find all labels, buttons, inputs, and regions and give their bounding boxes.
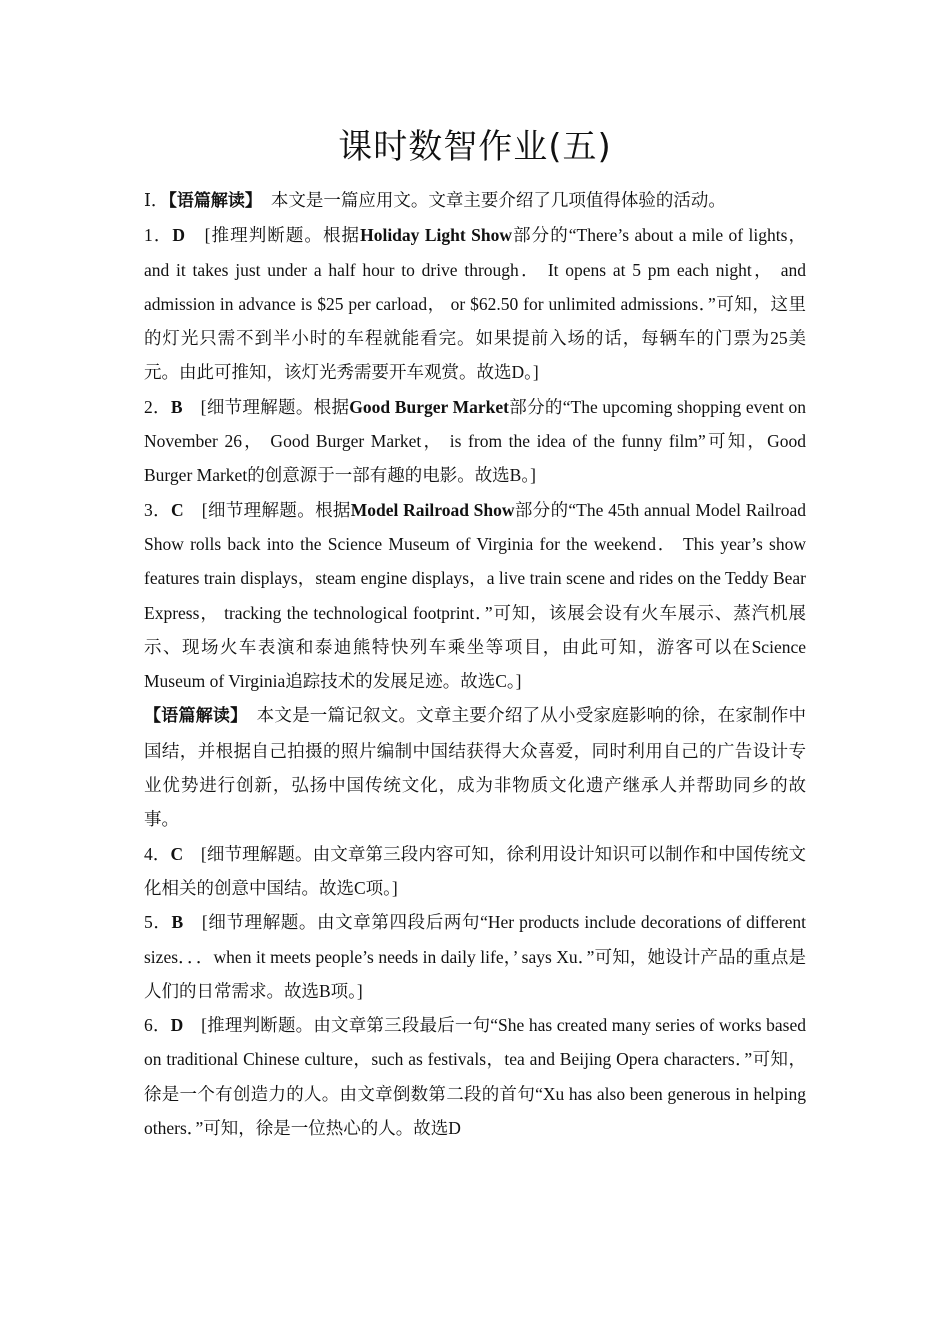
document-body — [144, 183, 806, 1145]
answer-4-number: 4． — [144, 843, 171, 864]
answer-5 — [144, 905, 806, 1008]
answer-3-keyword: Model Railroad Show — [350, 499, 515, 520]
section-1-intro — [144, 183, 806, 218]
answer-2-choice: B — [170, 396, 183, 417]
answer-5-choice: B — [171, 912, 184, 933]
answer-3 — [144, 493, 806, 699]
answer-3-prefix: [细节理解题。根据 — [183, 499, 351, 520]
answer-6-text: [推理判断题。由文章第三段最后一句“She has created many series of works based on traditional Chinese culture，such as festivals，tea and Beijing Opera characters．”可知，徐是一个有创造力的人。由文章倒数第二段的首句“Xu has also been generous in helping others．”可知，徐是一位热心的人。故选D — [144, 1015, 807, 1139]
answer-2 — [144, 390, 806, 493]
answer-2-text: 部分的“The upcoming shopping event on November 26， Good Burger Market， is from the idea of the funny film”可知，Good Burger Market的创意源于一部有趣的电影。故选B。] — [144, 396, 806, 486]
section-1-text: 本文是一篇应用文。文章主要介绍了几项值得体验的活动。 — [253, 190, 726, 210]
answer-3-choice: C — [170, 499, 184, 520]
answer-1-prefix: [推理判断题。根据 — [185, 225, 361, 246]
answer-1-choice: D — [172, 225, 186, 246]
answer-4-text: [细节理解题。由文章第三段内容可知，徐利用设计知识可以制作和中国传统文化相关的创意中国结。故选C项。] — [144, 843, 807, 898]
answer-1-number: 1． — [144, 225, 173, 246]
answer-1 — [144, 218, 806, 389]
answer-3-text: 部分的“The 45th annual Model Railroad Show rolls back into the Science Museum of Virginia for the weekend． This year’s show features train displays，steam engine displays，a live train scene and rides on the Teddy Bear Express， tracking the technological footprint．”可知，该展会设有火车展示、蒸汽机展示、现场火车表演和泰迪熊特快列车乘坐等项目，由此可知，游客可以在Science Museum of Virginia追踪技术的发展足迹。故选C。] — [144, 499, 807, 692]
answer-4 — [144, 837, 806, 906]
answer-5-number: 5． — [144, 912, 172, 933]
answer-4-choice: C — [170, 843, 184, 864]
section-1-number: Ⅰ． — [144, 190, 169, 210]
answer-2-prefix: [细节理解题。根据 — [182, 396, 350, 417]
page-title: 课时数智作业(五) — [338, 127, 612, 167]
answer-1-keyword: Holiday Light Show — [360, 225, 512, 246]
answer-6-choice: D — [170, 1015, 184, 1036]
answer-1-text: 部分的“There’s about a mile of lights， and it takes just under a half hour to drive through． It opens at 5 pm each night， and admission in advance is $25 per carload， or $62.50 for unlimited admissions．”可知，这里的灯光只需不到半小时的车程就能看完。如果提前入场的话，每辆车的门票为25美元。由此可推知，该灯光秀需要开车观赏。故选D。] — [144, 225, 807, 383]
section-2-header: 【语篇解读】 — [144, 706, 239, 727]
section-2-intro — [144, 698, 806, 836]
answer-5-text: [细节理解题。由文章第四段后两句“Her products include decorations of different sizes．．．when it meets people’s needs in daily life，’ says Xu．”可知，她设计产品的重点是人们的日常需求。故选B项。] — [144, 912, 806, 1001]
answer-3-number: 3． — [144, 499, 171, 520]
answer-2-keyword: Good Burger Market — [349, 396, 509, 417]
answer-6 — [144, 1008, 806, 1145]
section-2-text: 本文是一篇记叙文。文章主要介绍了从小受家庭影响的徐，在家制作中国结，并根据自己拍摄的照片编制中国结获得大众喜爱，同时利用自己的广告设计专业优势进行创新，弘扬中国传统文化，成为非物质文化遗产继承人并帮助同乡的故事。 — [144, 705, 807, 830]
section-1-header: 【语篇解读】 — [168, 191, 254, 211]
answer-2-number: 2． — [144, 396, 171, 417]
answer-6-number: 6． — [144, 1015, 171, 1036]
